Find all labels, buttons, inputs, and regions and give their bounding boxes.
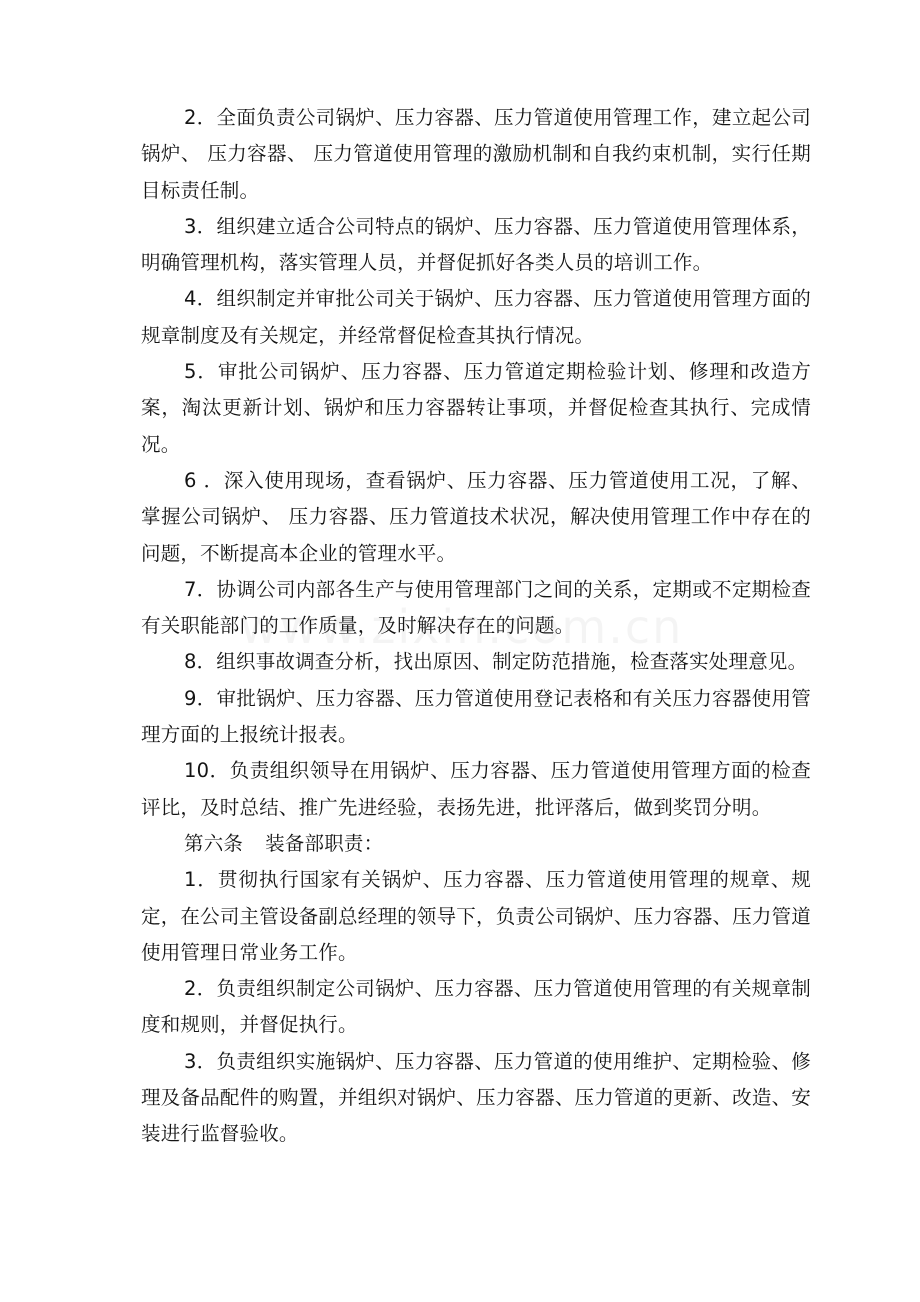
- paragraph-item-2: 2．全面负责公司锅炉、压力容器、压力管道使用管理工作，建立起公司锅炉、 压力容器、 压力管道使用管理的激励机制和自我约束机制，实行任期目标责任制。: [141, 106, 811, 202]
- document-body: [141, 100, 811, 1153]
- section-title: 装备部职责：: [265, 831, 384, 855]
- section-item-2: 2．负责组织制定公司锅炉、压力容器、压力管道使用管理的有关规章制度和规则，并督促执行。: [141, 977, 811, 1037]
- paragraph-item-10: 10．负责组织领导在用锅炉、压力容器、压力管道使用管理方面的检查评比，及时总结、推广先进经验，表扬先进，批评落后，做到奖罚分明。: [141, 759, 811, 819]
- paragraph-item-5: 5．审批公司锅炉、压力容器、压力管道定期检验计划、修理和改造方案，淘汰更新计划、锅炉和压力容器转让事项，并督促检查其执行、完成情况。: [141, 360, 811, 456]
- paragraph-item-9: 9．审批锅炉、压力容器、压力管道使用登记表格和有关压力容器使用管理方面的上报统计报表。: [141, 686, 811, 747]
- paragraph-item-8: 8．组织事故调查分析，找出原因、制定防范措施，检查落实处理意见。: [184, 650, 808, 674]
- paragraph-item-3: 3．组织建立适合公司特点的锅炉、压力容器、压力管道使用管理体系， 明确管理机构，落实管理人员，并督促抓好各类人员的培训工作。: [141, 214, 811, 275]
- paragraph-item-7: 7．协调公司内部各生产与使用管理部门之间的关系，定期或不定期检查有关职能部门的工作质量，及时解决存在的问题。: [141, 577, 811, 638]
- paragraph-item-4: 4．组织制定并审批公司关于锅炉、压力容器、压力管道使用管理方面的规章制度及有关规定，并经常督促检查其执行情况。: [141, 287, 811, 347]
- section-item-1: 1．贯彻执行国家有关锅炉、压力容器、压力管道使用管理的规章、规定，在公司主管设备副总经理的领导下，负责公司锅炉、压力容器、压力管道使用管理日常业务工作。: [141, 868, 811, 964]
- article-number: 第六条: [184, 831, 244, 855]
- paragraph-item-6: 6 ．深入使用现场，查看锅炉、压力容器、压力管道使用工况，了解、掌握公司锅炉、 压力容器、压力管道技术状况，解决使用管理工作中存在的问题，不断提高本企业的管理水平。: [141, 468, 811, 565]
- section-heading: [141, 826, 811, 862]
- section-item-3: 3．负责组织实施锅炉、压力容器、压力管道的使用维护、定期检验、修理及备品配件的购置，并组织对锅炉、压力容器、压力管道的更新、改造、安装进行监督验收。: [141, 1049, 811, 1146]
